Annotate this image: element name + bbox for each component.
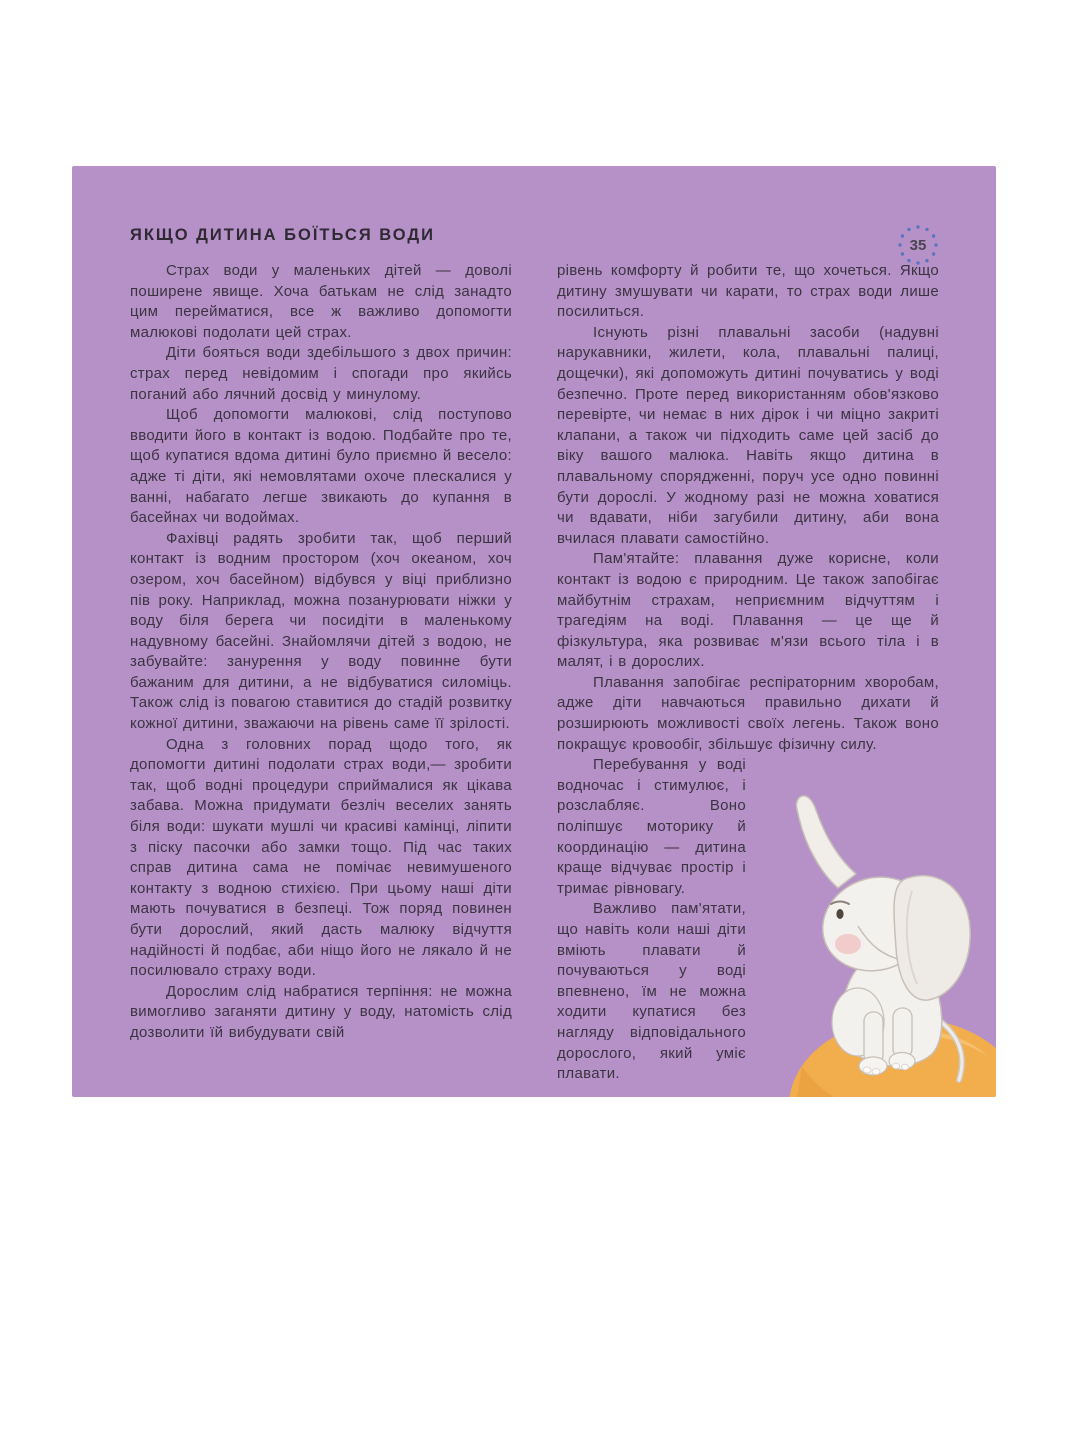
- paragraph: Пам'ятайте: плавання дуже корисне, коли контакт із водою є природним. Це також запобігає майбутнім страхам, неприємним відчуттям і трагедіям на воді. Плавання — це ще й фізкультура, яка розвиває м'язи всього тіла і в малят, і в дорослих.: [557, 550, 939, 671]
- page-title: ЯКЩО ДИТИНА БОЇТЬСЯ ВОДИ: [130, 226, 435, 244]
- paragraph: рівень комфорту й робити те, що хочеться. Якщо дитину змушувати чи карати, то страх води лише посилиться.: [557, 262, 939, 321]
- book-page-panel: [72, 166, 996, 1097]
- paragraph: Перебування у воді водночас і стимулює, і розслабляє. Воно поліпшує моторику й координацію — дитина краще відчуває простір і тримає рівновагу.: [557, 756, 746, 897]
- paragraph: Щоб допомогти малюкові, слід поступово вводити його в контакт із водою. Подбайте про те, щоб купатися вдома дитині було приємно й весело: адже ті діти, які немовлятами охоче плескалися у ванні, набагато легше звикають до купання в басейнах чи водоймах.: [130, 406, 512, 527]
- paragraph: Діти бояться води здебільшого з двох причин: страх перед невідомим і спогади про якийсь поганий або лячний досвід у минулому.: [130, 344, 512, 403]
- left-column: [130, 261, 512, 1097]
- paragraph: Важливо пам'ятати, що навіть коли наші діти вміють плавати й почуваються у воді впевнено, їм не можна ходити купатися без нагляду відповідального дорослого, який уміє плавати.: [557, 900, 746, 1083]
- paragraph: Страх води у маленьких дітей — доволі поширене явище. Хоча батькам не слід занадто цим перейматися, все ж важливо допомогти малюкові подолати цей страх.: [130, 262, 512, 341]
- page-number: 35: [909, 236, 927, 254]
- baby-elephant-illustration: [772, 776, 996, 1097]
- paragraph: Плавання запобігає респіраторним хворобам, адже діти навчаються правильно дихати й розширюють можливості своїх легень. Також воно покращує кровообіг, збільшує фізичну силу.: [557, 673, 939, 753]
- paragraph: Існують різні плавальні засоби (надувні нарукавники, жилети, кола, плавальні палиці, дощечки), які допоможуть дитині почуватись у воді безпечно. Проте перед використанням обов'язково перевірте, чи немає в них дірок і чи міцно закриті клапани, а також чи підходить саме цей засіб до віку вашого малюка. Навіть якщо дитина в плавальному спорядженні, поруч усе одно повинні бути дорослі. У жодному разі не можна ховатися чи вдавати, ніби загубили дитину, аби вона вчилася плавати самостійно.: [557, 323, 939, 547]
- paragraph: Одна з головних порад щодо того, як допомогти дитині подолати страх води,— зробити так, щоб водні процедури сприймалися як цікава забава. Можна придумати безліч веселих занять біля води: шукати мушлі чи красиві камінці, ліпити з піску пасочки або замки тощо. Під час таких справ дитина сама не помічає невимушеного контакту з водною стихією. При цьому наші діти мають почуватися в безпеці. Тож поряд повинен бути дорослий, який дасть малюку відчуття надійності й подбає, аби ніщо його не лякало й не посилювало страху води.: [130, 735, 512, 980]
- paragraph: Фахівці радять зробити так, щоб перший контакт із водним простором (хоч океаном, хоч озером, хоч басейном) відбувся у віці приблизно пів року. Наприклад, можна позанурювати ніжки у воду біля берега чи посидіти в маленькому надувному басейні. Знайомлячи дітей з водою, не забувайте: занурення у воду повинне бути бажаним для дитини, а не відбуватися силоміць. Також слід із повагою ставитися до стадій розвитку кожної дитини, зважаючи на рівень саме її зрілості.: [130, 529, 512, 733]
- paragraph: Дорослим слід набратися терпіння: не можна вимогливо заганяти дитину у воду, натомість слід дозволити їй вибудувати свій: [130, 982, 512, 1041]
